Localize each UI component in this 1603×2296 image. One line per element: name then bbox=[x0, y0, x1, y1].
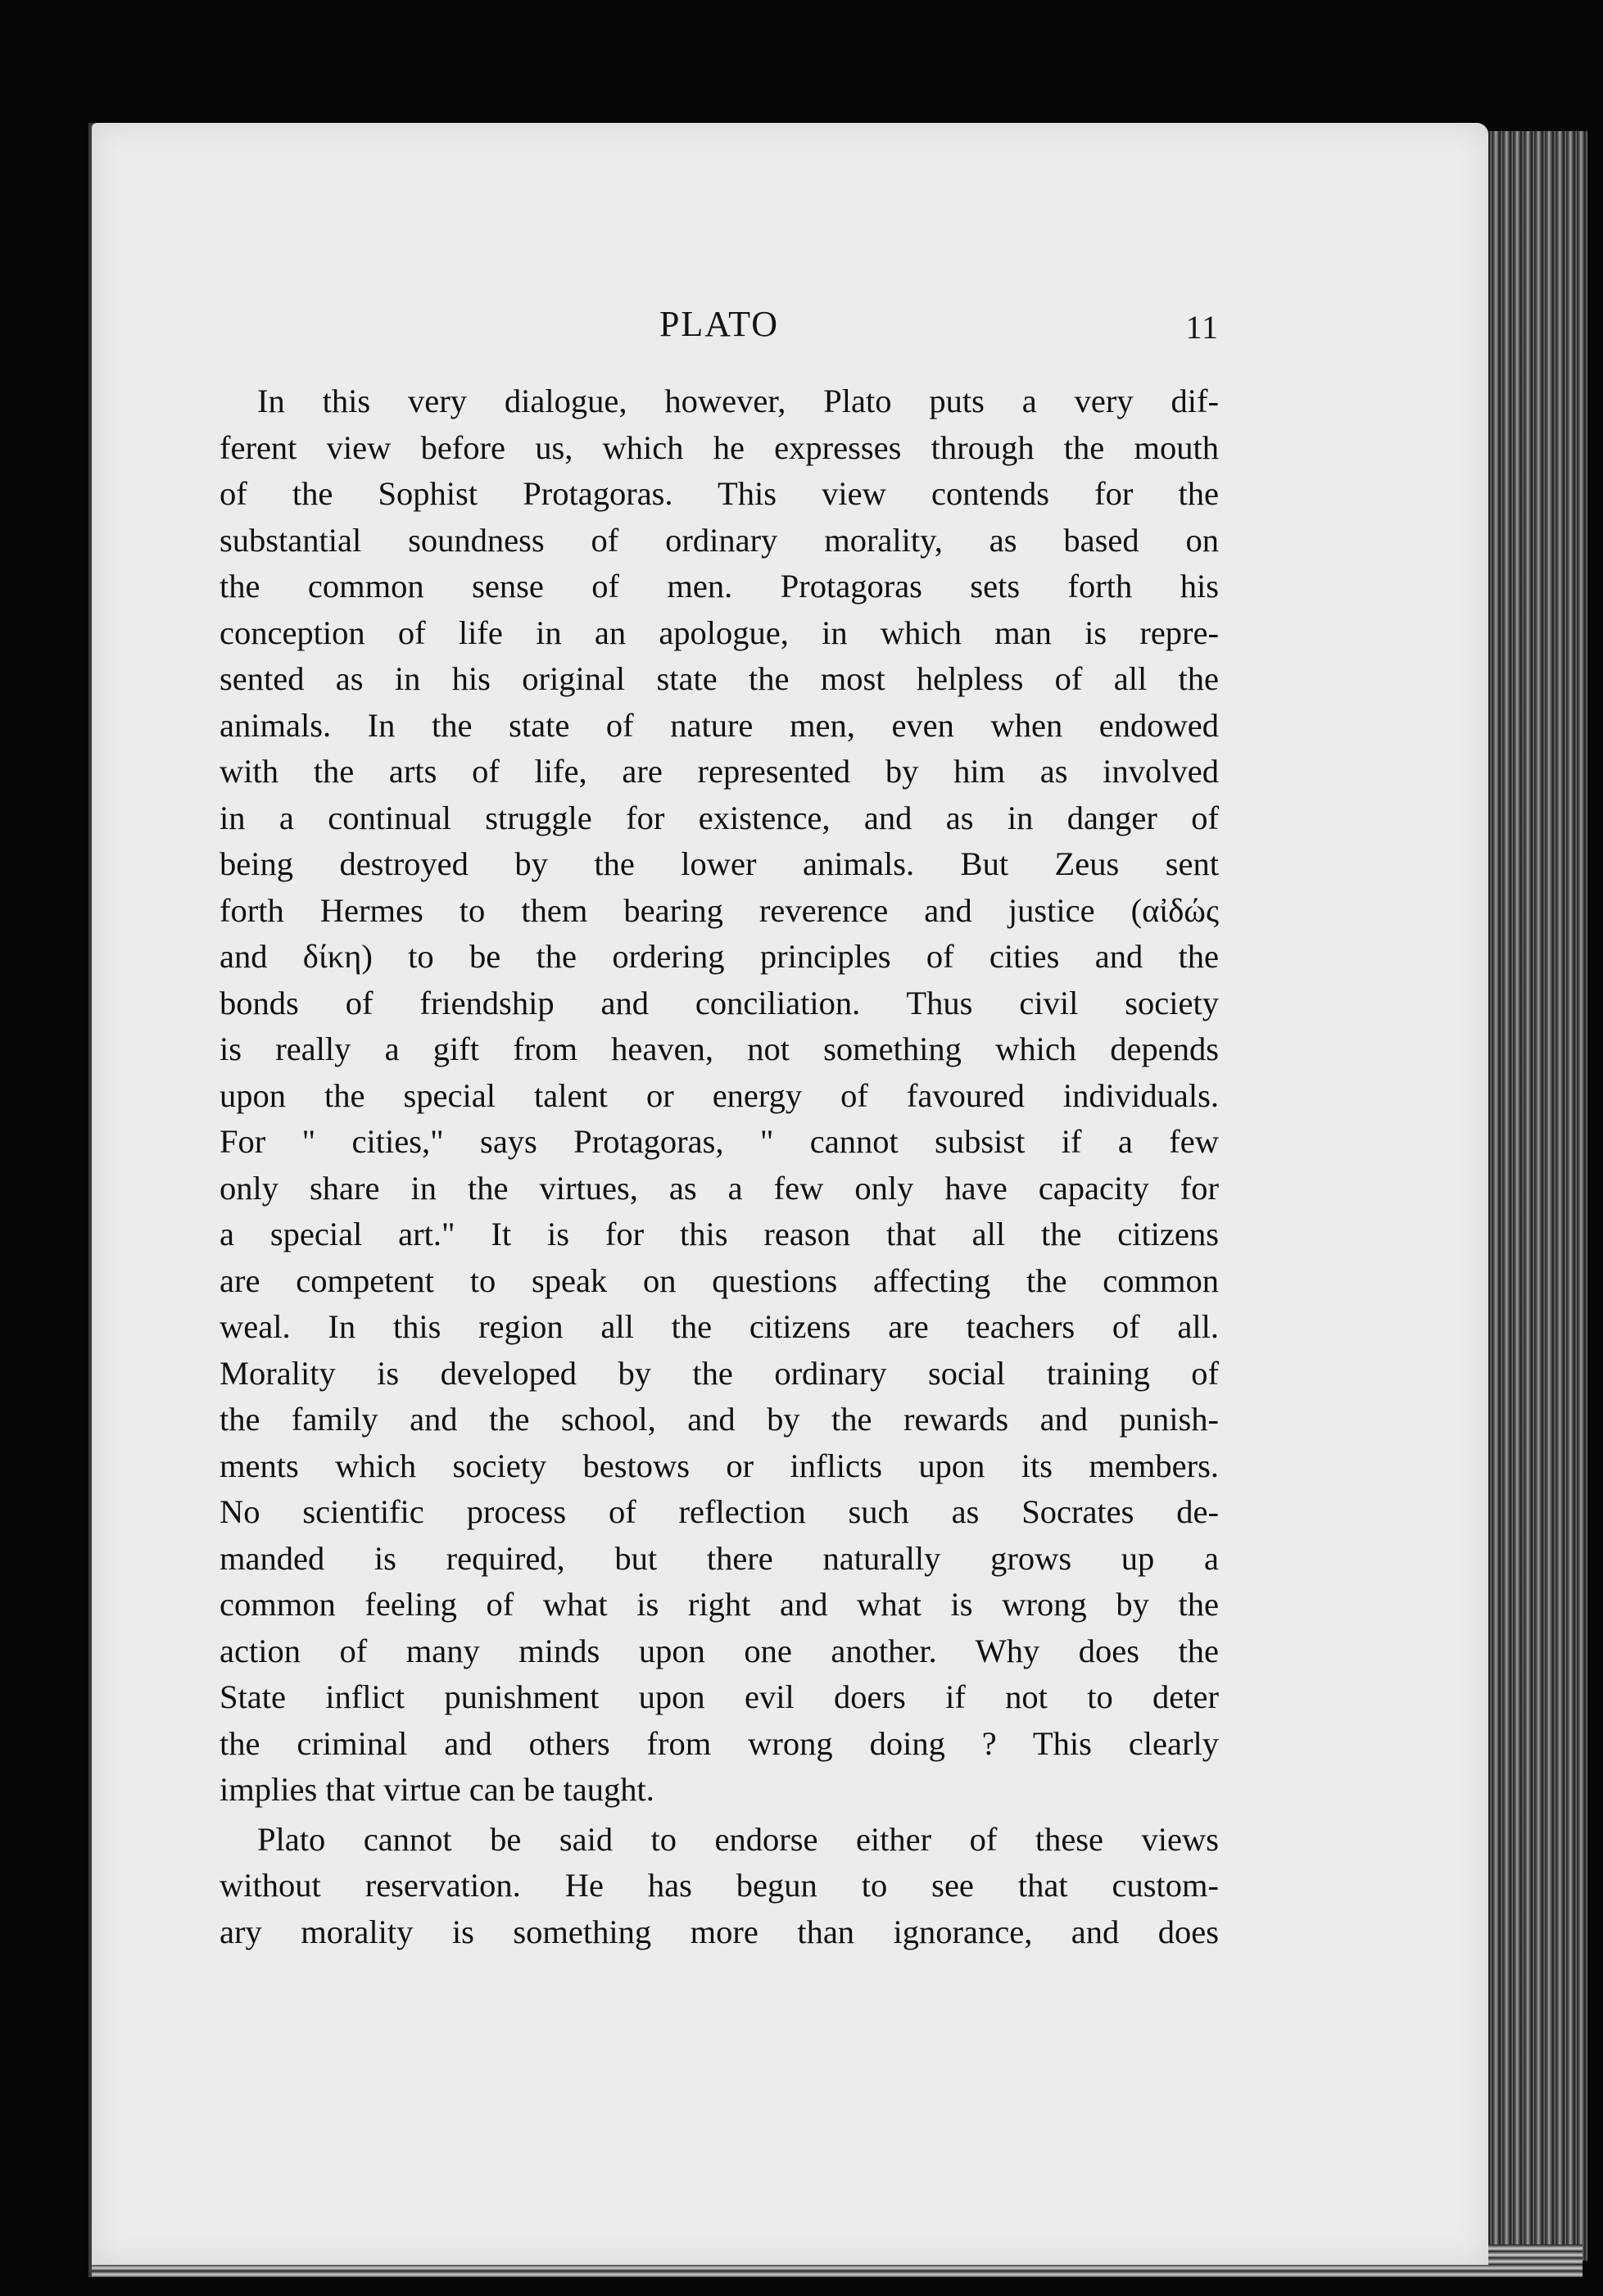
text-line: only share in the virtues, as a few only have capacity for bbox=[220, 1169, 1219, 1207]
text-line: animals. In the state of nature men, even when endowed bbox=[220, 706, 1219, 744]
text-line: with the arts of life, are represented by him as involved bbox=[220, 753, 1219, 790]
text-line: In this very dialogue, however, Plato puts a very dif- bbox=[257, 383, 1219, 419]
text-line: is really a gift from heaven, not something which depends bbox=[220, 1030, 1219, 1067]
paragraph-2 bbox=[220, 1817, 1219, 1956]
text-line: substantial soundness of ordinary morality, as based on bbox=[220, 521, 1219, 559]
text-line: conception of life in an apologue, in which man is repre- bbox=[220, 614, 1219, 651]
text-line: manded is required, but there naturally grows up a bbox=[220, 1539, 1219, 1577]
text-line: State inflict punishment upon evil doers if not to deter bbox=[220, 1678, 1219, 1715]
text-line: For " cities," says Protagoras, " cannot subsist if a few bbox=[220, 1123, 1219, 1160]
body-text bbox=[220, 378, 1219, 1955]
text-line: the family and the school, and by the rewards and punish- bbox=[220, 1401, 1219, 1438]
text-line: the common sense of men. Protagoras sets forth his bbox=[220, 568, 1219, 605]
running-head bbox=[220, 303, 1219, 352]
text-line: sented as in his original state the most helpless of all the bbox=[220, 660, 1219, 697]
text-line: implies that virtue can be taught. bbox=[220, 1771, 654, 1808]
text-line: bonds of friendship and conciliation. Thus civil society bbox=[220, 984, 1219, 1021]
text-line: ary morality is something more than ignorance, and does bbox=[220, 1913, 1219, 1950]
paragraph-1 bbox=[220, 378, 1219, 1814]
text-line: and δίκη) to be the ordering principles of cities and the bbox=[220, 938, 1219, 975]
page-number: 11 bbox=[1185, 309, 1219, 346]
text-line: action of many minds upon one another. Why does the bbox=[220, 1632, 1219, 1669]
text-line: forth Hermes to them bearing reverence and justice (αἰδώς bbox=[220, 891, 1219, 929]
text-line: Plato cannot be said to endorse either of these views bbox=[257, 1820, 1219, 1858]
text-line: a special art." It is for this reason that all the citizens bbox=[220, 1216, 1219, 1252]
text-line: Morality is developed by the ordinary social training of bbox=[220, 1354, 1219, 1392]
text-line: of the Sophist Protagoras. This view contends for the bbox=[220, 475, 1219, 512]
page-edges-right bbox=[1481, 131, 1587, 2261]
text-line: in a continual struggle for existence, and as in danger of bbox=[220, 799, 1219, 836]
text-line: upon the special talent or energy of favoured individuals. bbox=[220, 1076, 1219, 1114]
text-line: the criminal and others from wrong doing ? This clearly bbox=[220, 1724, 1219, 1762]
text-line: ments which society bestows or inflicts upon its members. bbox=[220, 1447, 1219, 1484]
text-line: being destroyed by the lower animals. But Zeus sent bbox=[220, 845, 1219, 882]
text-line: common feeling of what is right and what is wrong by the bbox=[220, 1586, 1219, 1623]
text-line: are competent to speak on questions affecting the common bbox=[220, 1261, 1219, 1299]
running-head-title: PLATO bbox=[659, 304, 780, 344]
text-line: without reservation. He has begun to see that custom- bbox=[220, 1867, 1219, 1904]
text-line: weal. In this region all the citizens are teachers of all. bbox=[220, 1308, 1219, 1345]
text-line: ferent view before us, which he expresses through the mouth bbox=[220, 428, 1219, 466]
text-line: No scientific process of reflection such as Socrates de- bbox=[220, 1493, 1219, 1530]
